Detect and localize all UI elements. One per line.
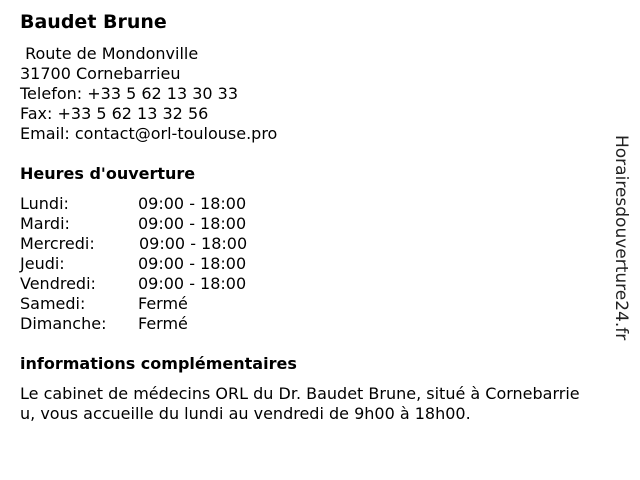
hours-row-mardi <box>20 214 320 234</box>
time-value: Fermé <box>138 294 188 313</box>
hours-row-jeudi <box>20 254 320 274</box>
address-street: Route de Mondonville <box>20 44 199 63</box>
time-value: 09:00 - 18:00 <box>139 234 248 253</box>
day-label: Mercredi: <box>20 234 95 253</box>
business-name: Baudet Brune <box>20 11 167 33</box>
time-value: 09:00 - 18:00 <box>138 254 247 273</box>
address-city: 31700 Cornebarrieu <box>20 64 181 83</box>
contact-block <box>20 44 277 144</box>
time-value: 09:00 - 18:00 <box>138 274 247 293</box>
time-value: 09:00 - 18:00 <box>138 214 247 233</box>
time-value: 09:00 - 18:00 <box>138 194 247 213</box>
hours-table <box>20 194 320 334</box>
hours-row-dimanche <box>20 314 320 334</box>
day-label: Samedi: <box>20 294 86 313</box>
hours-row-vendredi <box>20 274 320 294</box>
info-description: Le cabinet de médecins ORL du Dr. Baudet Brune, situé à Cornebarrieu, vous accueille du lundi au vendredi de 9h00 à 18h00. <box>20 384 580 423</box>
time-value: Fermé <box>138 314 188 333</box>
fax-line: Fax: +33 5 62 13 32 56 <box>20 104 209 123</box>
day-label: Lundi: <box>20 194 69 213</box>
day-label: Dimanche: <box>20 314 107 333</box>
day-label: Jeudi: <box>20 254 65 273</box>
email-line[interactable]: Email: contact@orl-toulouse.pro <box>20 124 278 143</box>
day-label: Mardi: <box>20 214 70 233</box>
day-label: Vendredi: <box>20 274 96 293</box>
hours-row-mercredi <box>20 234 320 254</box>
info-heading: informations complémentaires <box>20 354 297 373</box>
hours-row-samedi <box>20 294 320 314</box>
site-watermark <box>611 135 633 345</box>
watermark-text: Horairesdouverture24.fr <box>611 135 631 341</box>
hours-row-lundi <box>20 194 320 214</box>
hours-heading: Heures d'ouverture <box>20 164 196 183</box>
phone-line: Telefon: +33 5 62 13 30 33 <box>20 84 239 103</box>
